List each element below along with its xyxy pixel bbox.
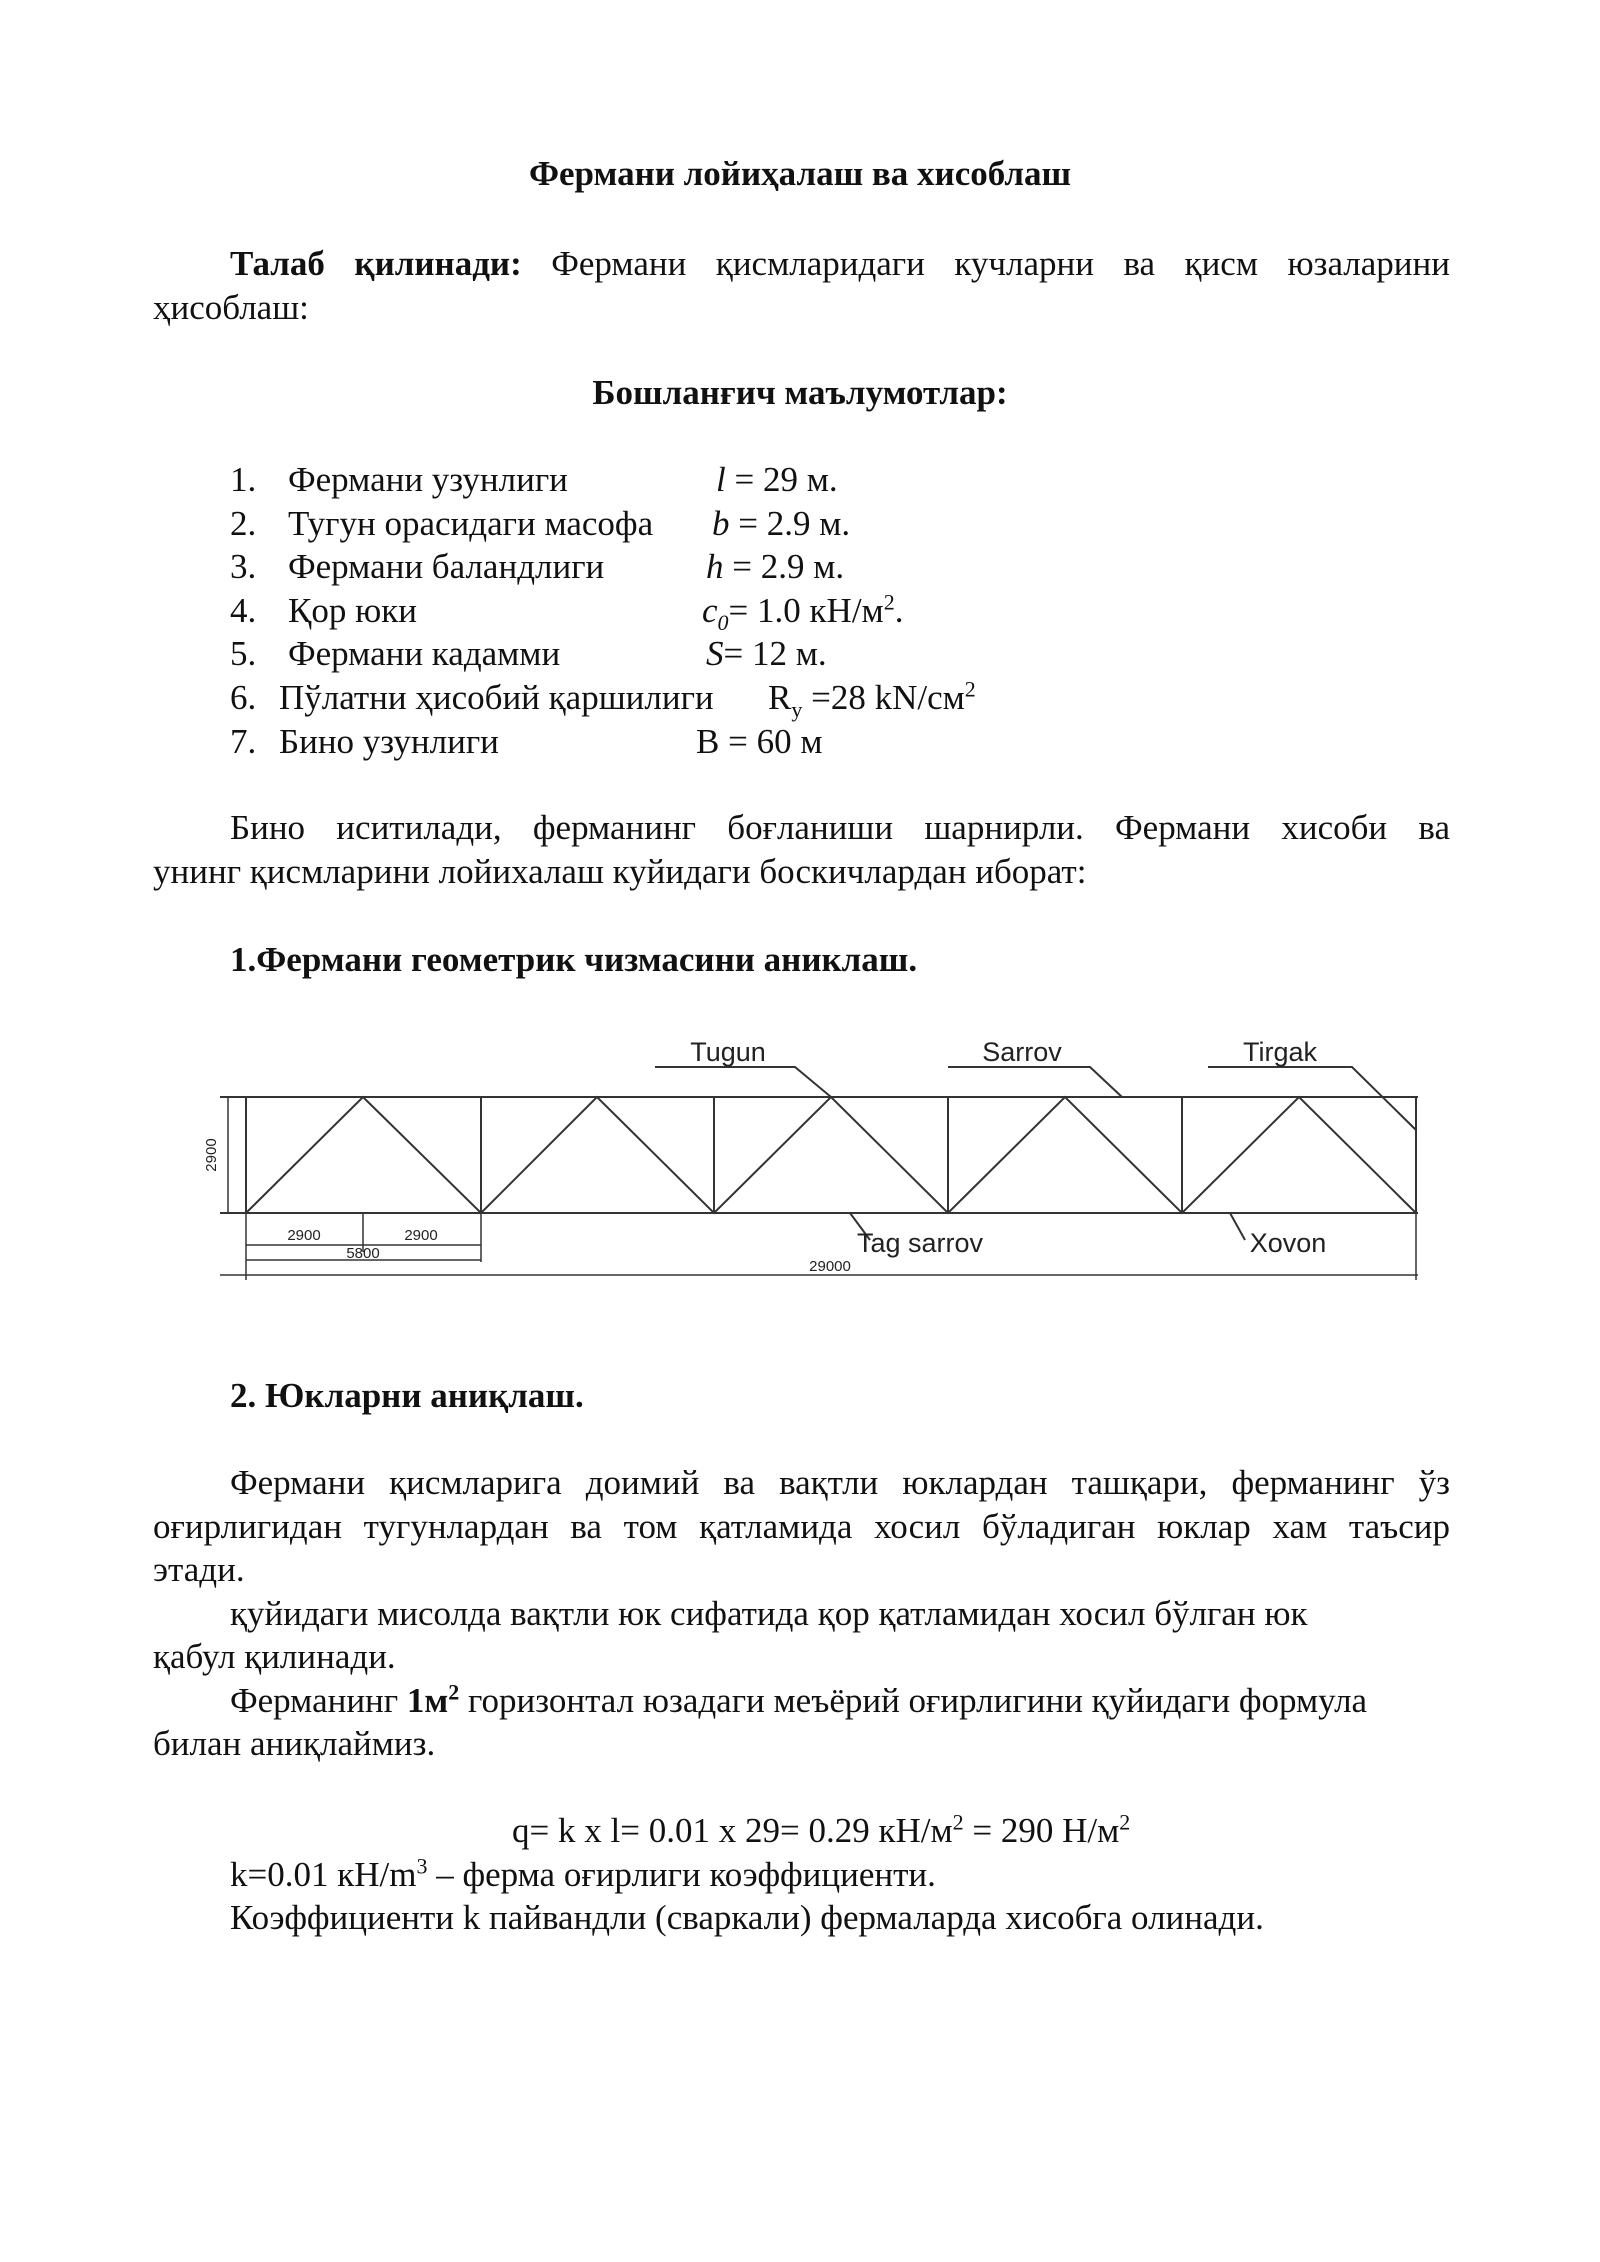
list-item-value: l = 29 м. (716, 460, 838, 499)
list-item-number: 2. (230, 504, 257, 543)
tirgak-label: Tirgak (1242, 1037, 1318, 1067)
list-item-value: B = 60 м (696, 722, 823, 761)
requirement-line-2: ҳисоблаш: (153, 288, 309, 327)
section-2-heading: 2. Юкларни аниқлаш. (230, 1376, 584, 1415)
sarrov-label: Sarrov (982, 1037, 1062, 1067)
formula-line: q= k x l= 0.01 x 29= 0.29 $кН/м^2 = 290$ $Н/м^2$ (512, 1809, 1131, 1850)
paragraph-4-line-1: Ферманинг $1м^2$ горизонтал юзадаги меъёрий оғирлигини қуйидаги формула (230, 1679, 1368, 1720)
list-item-label: Фермани баландлиги (288, 547, 605, 586)
list-item (230, 458, 256, 502)
initial-data-heading: Бошланғич маълумотлар: (592, 373, 1008, 412)
list-item-number: 3. (230, 547, 257, 586)
xovon-leader (1230, 1213, 1245, 1240)
paragraph-2-line-1: Фермани қисмларига доимий ва вақтли юклардан ташқари, ферманинг ўз (230, 1463, 1450, 1502)
list-item-value: h = 2.9 м. (706, 547, 845, 586)
panel-dimension-label: 2900 (287, 1227, 321, 1244)
list-item-value: S= 12 м. (706, 634, 827, 673)
list-item-label: Тугун орасидаги масофа (288, 504, 654, 543)
list-item-value: $R_у =28$ $kN/см^2$ (768, 676, 976, 722)
height-dimension-label: 2900 (203, 1138, 220, 1172)
list-item-label: Бино узунлиги (279, 722, 499, 761)
list-item-value: b = 2.9 м. (712, 504, 851, 543)
panel-dimension-label: 2900 (404, 1227, 438, 1244)
section-1-heading: 1.Фермани геометрик чизмасини аниклаш. (230, 940, 918, 979)
paragraph-1-line-1: Бино иситилади, ферманинг боғланиши шарнирли. Фермани хисоби ва (230, 808, 1450, 847)
tugun-leader (655, 1067, 831, 1097)
paragraph-2-line-3: этади. (153, 1550, 245, 1589)
tag-sarrov-leader (850, 1213, 870, 1240)
xovon-label: Xovon (1249, 1228, 1327, 1258)
total-length-dimension-label: 29000 (809, 1258, 851, 1275)
list-item-label: Фермани узунлиги (288, 460, 568, 499)
list-item-number: 4. (230, 591, 257, 630)
list-item-label: Фермани кадамми (288, 634, 561, 673)
list-item-number: 1. (230, 460, 257, 499)
list-item-label: Пўлатни ҳисобий қаршилиги (279, 678, 714, 717)
list-item-number: 5. (230, 634, 257, 673)
paragraph-4-line-2: билан аниқлаймиз. (153, 1724, 436, 1763)
list-item-label: Қор юки (288, 591, 417, 630)
paragraph-1-line-2: унинг қисмларини лойихалаш куйидаги боскичлардан иборат: (153, 852, 1087, 891)
sarrov-leader (948, 1067, 1122, 1097)
requirement-label: Талаб қилинади: (230, 244, 522, 283)
tugun-label: Tugun (690, 1037, 766, 1067)
paragraph-2-line-2: оғирлигидан тугунлардан ва том қатламида хосил бўладиган юклар хам таъсир (153, 1507, 1450, 1546)
requirement-text: Фермани қисмларидаги кучларни ва қисм юзаларини (551, 244, 1450, 283)
k-coefficient-line: k=0.01 $кН/m^3$ – ферма оғирлиги коэффициенти. (230, 1853, 936, 1894)
document-title: Фермани лойиҳалаш ва хисоблаш (528, 154, 1072, 193)
double-panel-dimension-label: 5800 (346, 1245, 380, 1262)
diagonal-web (246, 1097, 1416, 1213)
requirement-line-1 (230, 242, 1450, 330)
paragraph-3-line-2: қабул қилинади. (153, 1637, 396, 1676)
list-item-number: 6. (230, 678, 257, 717)
tag-sarrov-label: Tag sarrov (856, 1228, 984, 1258)
tirgak-leader (1208, 1067, 1416, 1130)
coefficient-note-line: Коэффициенти k пайвандли (сваркали) фермаларда хисобга олинади. (230, 1898, 1264, 1937)
list-item-value: $c_0= 1.0$ $кН/м^2$. (702, 589, 904, 635)
paragraph-3-line-1: қуйидаги мисолда вақтли юк сифатида қор қатламидан хосил бўлган юк (230, 1594, 1308, 1633)
list-item-number: 7. (230, 722, 257, 761)
